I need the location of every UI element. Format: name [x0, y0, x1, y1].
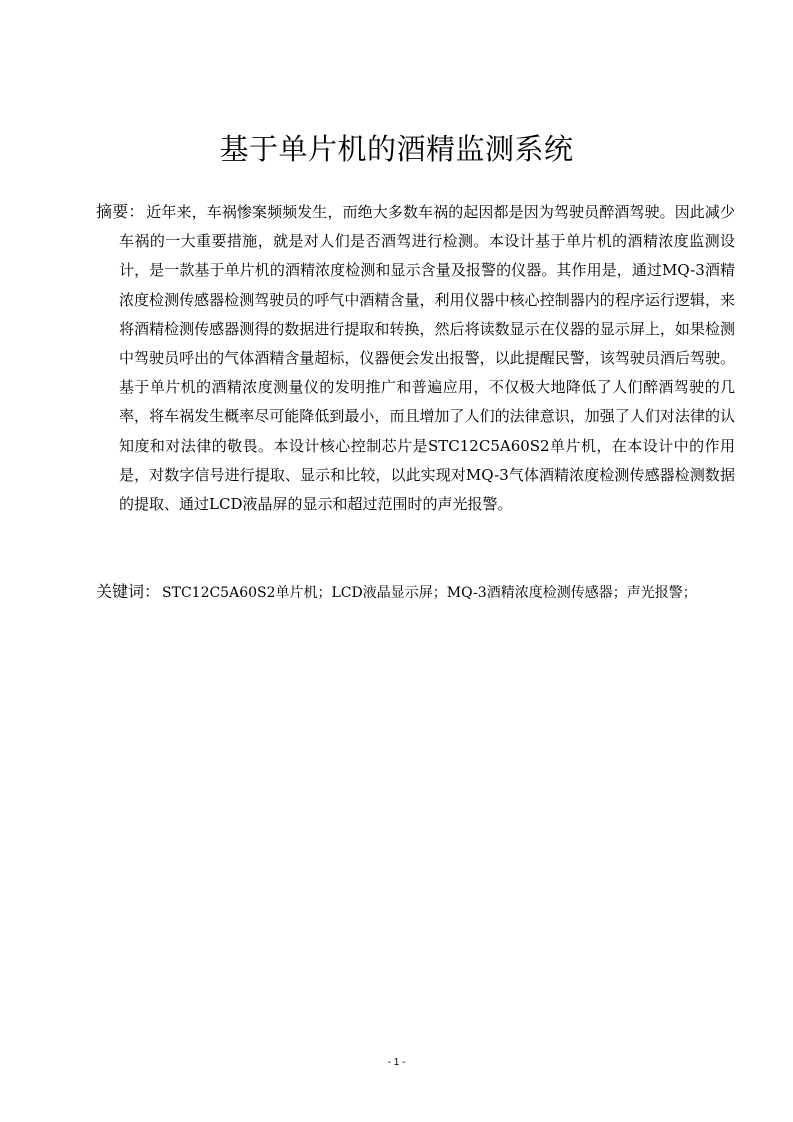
page-title: 基于单片机的酒精监测系统: [219, 132, 574, 166]
abstract-label: 摘要：: [96, 202, 145, 221]
keywords-section: [96, 577, 735, 608]
abstract-text: 近年来，车祸惨案频频发生，而绝大多数车祸的起因都是因为驾驶员醉酒驾驶。因此减少车祸的一大重要措施，就是对人们是否酒驾进行检测。本设计基于单片机的酒精浓度监测设计，是一款基于单片机的酒精浓度检测和显示含量及报警的仪器。其作用是，通过MQ-3酒精浓度检测传感器检测驾驶员的呼气中酒精含量，利用仪器中核心控制器内的程序运行逻辑，来将酒精检测传感器测得的数据进行提取和转换，然后将读数显示在仪器的显示屏上，如果检测中驾驶员呼出的气体酒精含量超标，仪器便会发出报警，以此提醒民警，该驾驶员酒后驾驶。基于单片机的酒精浓度测量仪的发明推广和普遍应用，不仅极大地降低了人们醉酒驾驶的几率，将车祸发生概率尽可能降低到最小，而且增加了人们的法律意识，加强了人们对法律的认知度和对法律的敬畏。本设计核心控制芯片是STC12C5A60S2单片机，在本设计中的作用是，对数字信号进行提取、显示和比较，以此实现对MQ-3气体酒精浓度检测传感器检测数据的提取、通过LCD液晶屏的显示和超过范围时的声光报警。: [119, 203, 735, 514]
page-number: - 1 -: [387, 1057, 406, 1068]
abstract-section: [96, 197, 735, 519]
keywords-text: STC12C5A60S2单片机；LCD液晶显示屏；MQ-3酒精浓度检测传感器；声光报警；: [162, 585, 697, 601]
keywords-label: 关键词：: [96, 582, 161, 601]
